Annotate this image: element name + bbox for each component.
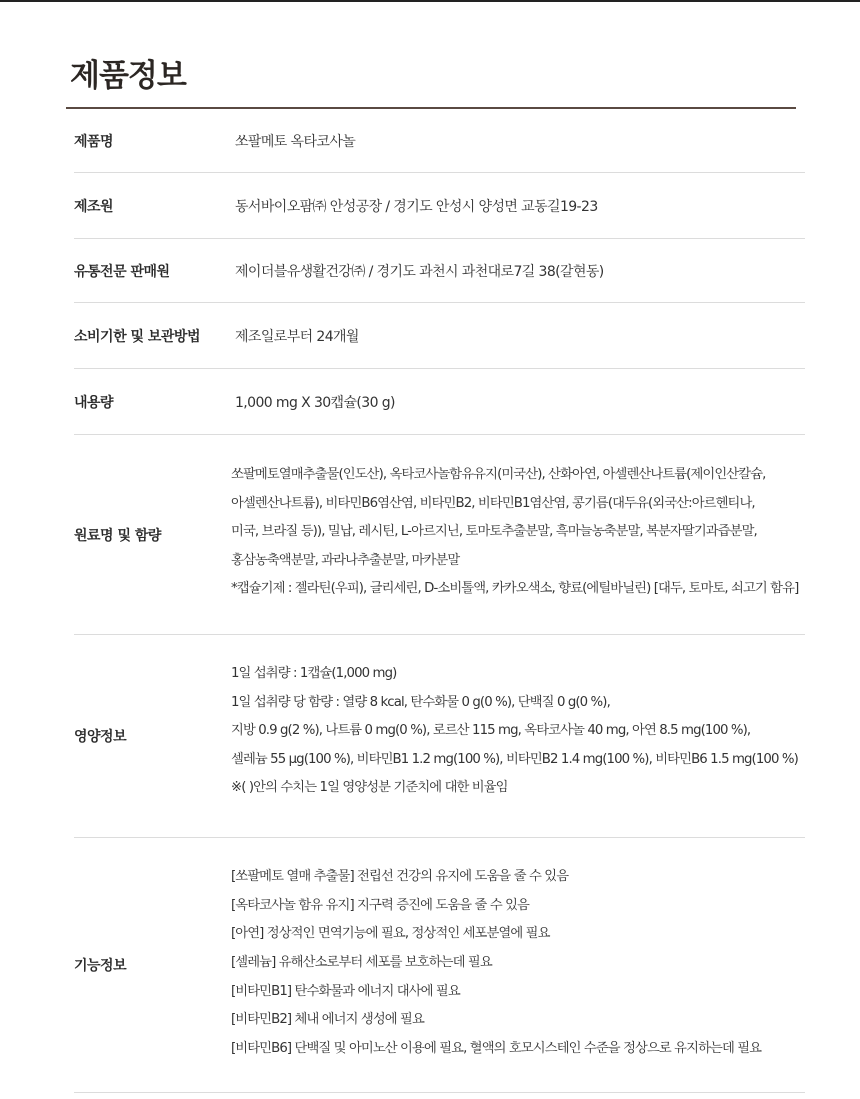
product-info-table bbox=[74, 109, 805, 1093]
text-line: 1일 섭취량 : 1캡슐(1,000 mg) bbox=[231, 666, 397, 681]
table-row-distributor bbox=[74, 239, 805, 303]
table-row-product-name bbox=[74, 109, 805, 173]
text-line: [쏘팔메토 열매 추출물] 전립선 건강의 유지에 도움을 줄 수 있음 bbox=[231, 869, 569, 884]
text-line: [비타민B1] 탄수화물과 에너지 대사에 필요 bbox=[231, 983, 460, 999]
text-line: 쏘팔메토열매추출물(인도산), 옥타코사놀함유유지(미국산), 산화아연, 아셀렌산나트륨(제이인산칼슘, bbox=[231, 467, 766, 482]
text-line: [아연] 정상적인 면역기능에 필요, 정상적인 세포분열에 필요 bbox=[231, 926, 550, 942]
row-label: 소비기한 및 보관방법 bbox=[74, 328, 200, 345]
text-line: 지방 0.9 g(2 %), 나트륨 0 mg(0 %), 로르산 115 mg, 옥타코사놀 40 mg, 아연 8.5 mg(100 %), bbox=[231, 723, 751, 738]
text-line: 홍삼농축액분말, 과라나추출분말, 마카분말 bbox=[231, 552, 460, 568]
text-line: 미국, 브라질 등)), 밀납, 레시틴, L-아르지닌, 토마토추출분말, 흑마늘농축분말, 복분자딸기과즙분말, bbox=[231, 524, 757, 539]
row-label: 영양정보 bbox=[74, 729, 127, 745]
row-label: 기능정보 bbox=[74, 958, 127, 974]
functions-text bbox=[231, 863, 811, 1064]
text-line: ※( )안의 수치는 1일 영양성분 기준치에 대한 비율임 bbox=[231, 780, 508, 795]
row-value: 제조일로부터 24개월 bbox=[235, 328, 359, 345]
row-value: 1,000 mg X 30캡슐(30 g) bbox=[235, 394, 395, 411]
page-title: 제품정보 bbox=[70, 58, 186, 94]
table-row-manufacturer bbox=[74, 173, 805, 239]
table-row-contents bbox=[74, 369, 805, 435]
row-label: 원료명 및 함량 bbox=[74, 527, 161, 544]
text-line: [옥타코사놀 함유 유지] 지구력 증진에 도움을 줄 수 있음 bbox=[231, 897, 529, 913]
table-row-functions bbox=[74, 838, 805, 1093]
row-label: 제품명 bbox=[74, 133, 114, 150]
row-value: 쏘팔메토 옥타코사놀 bbox=[235, 133, 356, 150]
row-label: 내용량 bbox=[74, 394, 114, 411]
row-label: 제조원 bbox=[74, 198, 114, 215]
row-value: 동서바이오팜㈜ 안성공장 / 경기도 안성시 양성면 교동길19-23 bbox=[235, 198, 598, 215]
text-line: 셀레늄 55 μg(100 %), 비타민B1 1.2 mg(100 %), 비타민B2 1.4 mg(100 %), 비타민B6 1.5 mg(100 %) bbox=[231, 751, 798, 767]
row-label: 유통전문 판매원 bbox=[74, 263, 170, 280]
nutrition-text bbox=[231, 660, 811, 803]
text-line: 아셀렌산나트륨), 비타민B6염산염, 비타민B2, 비타민B1염산염, 콩기름(대두유(외국산:아르헨티나, bbox=[231, 495, 755, 511]
text-line: *캡슐기제 : 젤라틴(우피), 글리세린, D-소비톨액, 카카오색소, 향료(에틸바닐린) [대두, 토마토, 쇠고기 함유] bbox=[231, 581, 799, 596]
text-line: [비타민B6] 단백질 및 아미노산 이용에 필요, 혈액의 호모시스테인 수준을 정상으로 유지하는데 필요 bbox=[231, 1041, 762, 1057]
text-line: [비타민B2] 체내 에너지 생성에 필요 bbox=[231, 1012, 424, 1028]
table-row-ingredients bbox=[74, 435, 805, 635]
row-value: 제이더블유생활건강㈜ / 경기도 과천시 과천대로7길 38(갈현동) bbox=[235, 263, 604, 280]
text-line: [셀레늄] 유해산소로부터 세포를 보호하는데 필요 bbox=[231, 955, 492, 971]
text-line: 1일 섭취량 당 함량 : 열량 8 kcal, 탄수화물 0 g(0 %), 단백질 0 g(0 %), bbox=[231, 694, 610, 710]
ingredients-text bbox=[231, 461, 811, 604]
top-border bbox=[0, 0, 860, 2]
table-row-shelf-life bbox=[74, 303, 805, 369]
table-row-nutrition bbox=[74, 635, 805, 838]
